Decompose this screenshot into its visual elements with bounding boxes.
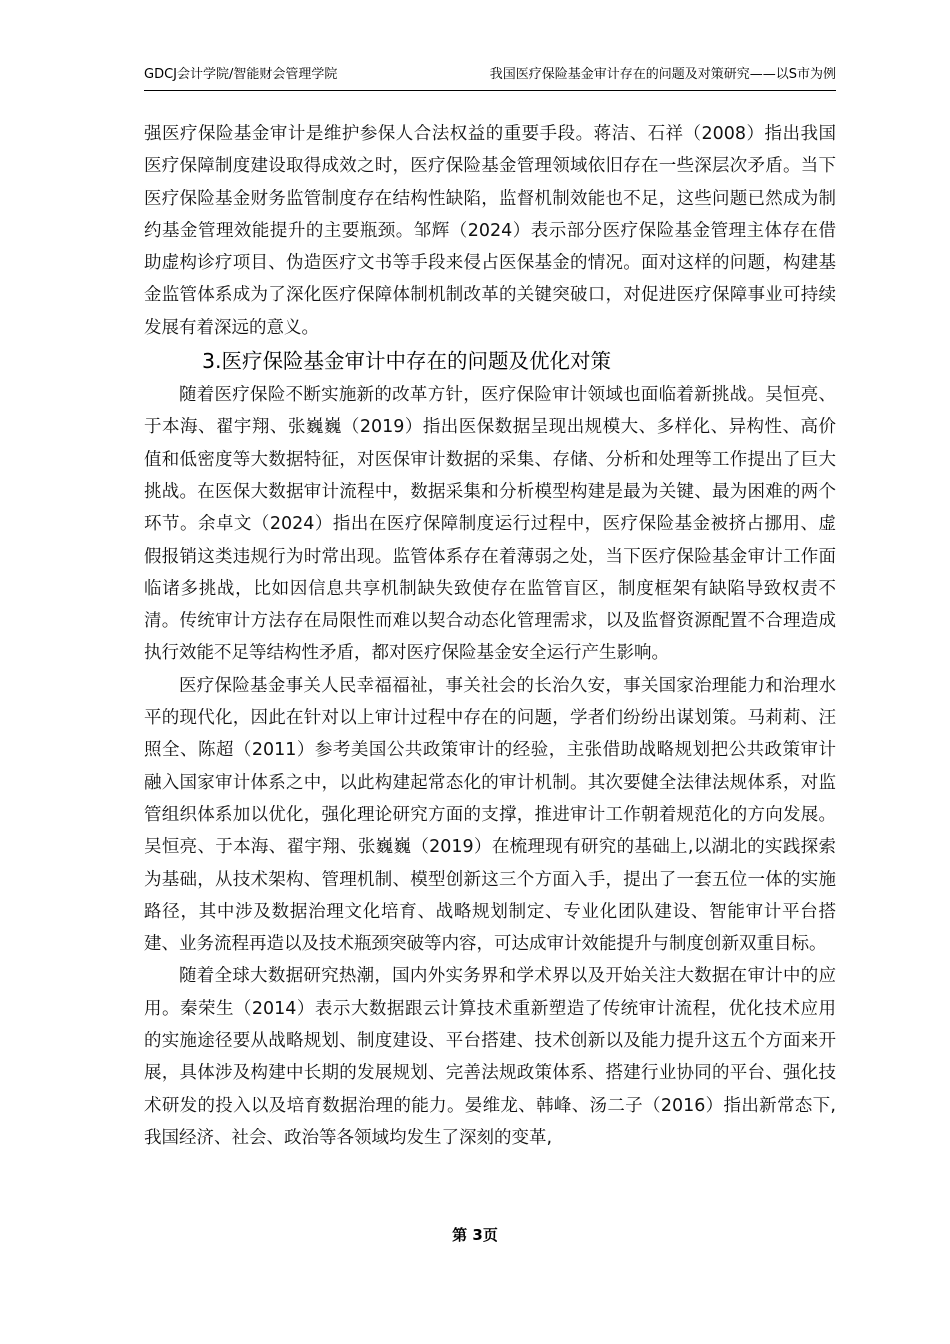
- header-paper-title: 我国医疗保险基金审计存在的问题及对策研究——以S市为例: [489, 67, 836, 82]
- paragraph-big-data-audit: 随着全球大数据研究热潮，国内外实务界和学术界以及开始关注大数据在审计中的应用。秦荣生（2014）表示大数据跟云计算技术重新塑造了传统审计流程，优化技术应用的实施途径要从战略规划、制度建设、平台搭建、技术创新以及能力提升这五个方面来开展，具体涉及构建中长期的发展规划、完善法规政策体系、搭建行业协同的平台、强化技术研发的投入以及培育数据治理的能力。晏维龙、韩峰、汤二子（2016）指出新常态下,我国经济、社会、政治等各领域均发生了深刻的变革,: [144, 966, 836, 1148]
- page-header: [144, 64, 836, 91]
- paragraph-optimization-measures: 医疗保险基金事关人民幸福福祉，事关社会的长治久安，事关国家治理能力和治理水平的现代化，因此在针对以上审计过程中存在的问题，学者们纷纷出谋划策。马莉莉、汪照全、陈超（2011）参考美国公共政策审计的经验，主张借助战略规划把公共政策审计融入国家审计体系之中，以此构建起常态化的审计机制。其次要健全法律法规体系，对监管组织体系加以优化，强化理论研究方面的支撑，推进审计工作朝着规范化的方向发展。吴恒亮、于本海、翟宇翔、张巍巍（2019）在梳理现有研究的基础上,以湖北的实践探索为基础，从技术架构、管理机制、模型创新这三个方面入手，提出了一套五位一体的实施路径，其中涉及数据治理文化培育、战略规划制定、专业化团队建设、智能审计平台搭建、业务流程再造以及技术瓶颈突破等内容，可达成审计效能提升与制度创新双重目标。: [144, 675, 836, 955]
- page-number: 第 3页: [452, 1226, 498, 1244]
- section-heading: 3.医疗保险基金审计中存在的问题及优化对策: [202, 349, 612, 374]
- paragraph-audit-challenges: 随着医疗保险不断实施新的改革方针，医疗保险审计领域也面临着新挑战。吴恒亮、于本海、翟宇翔、张巍巍（2019）指出医保数据呈现出规模大、多样化、异构性、高价值和低密度等大数据特征，对医保审计数据的采集、存储、分析和处理等工作提出了巨大挑战。在医保大数据审计流程中，数据采集和分析模型构建是最为关键、最为困难的两个环节。余卓文（2024）指出在医疗保障制度运行过程中，医疗保险基金被挤占挪用、虚假报销这类违规行为时常出现。监管体系存在着薄弱之处，当下医疗保险基金审计工作面临诸多挑战，比如因信息共享机制缺失致使存在监管盲区，制度框架有缺陷导致权责不清。传统审计方法存在局限性而难以契合动态化管理需求，以及监督资源配置不合理造成执行效能不足等结构性矛盾，都对医疗保险基金安全运行产生影响。: [144, 385, 836, 664]
- paragraph-continued: 强医疗保险基金审计是维护参保人合法权益的重要手段。蒋洁、石祥（2008）指出我国医疗保障制度建设取得成效之时，医疗保险基金管理领域依旧存在一些深层次矛盾。当下医疗保险基金财务监管制度存在结构性缺陷，监督机制效能也不足，这些问题已然成为制约基金管理效能提升的主要瓶颈。邹辉（2024）表示部分医疗保险基金管理主体存在借助虚构诊疗项目、伪造医疗文书等手段来侵占医保基金的情况。面对这样的问题，构建基金监管体系成为了深化医疗保障体制机制改革的关键突破口，对促进医疗保障事业可持续发展有着深远的意义。: [144, 124, 836, 338]
- header-institution: GDCJ会计学院/智能财会管理学院: [144, 67, 338, 82]
- page-body: [144, 118, 836, 1154]
